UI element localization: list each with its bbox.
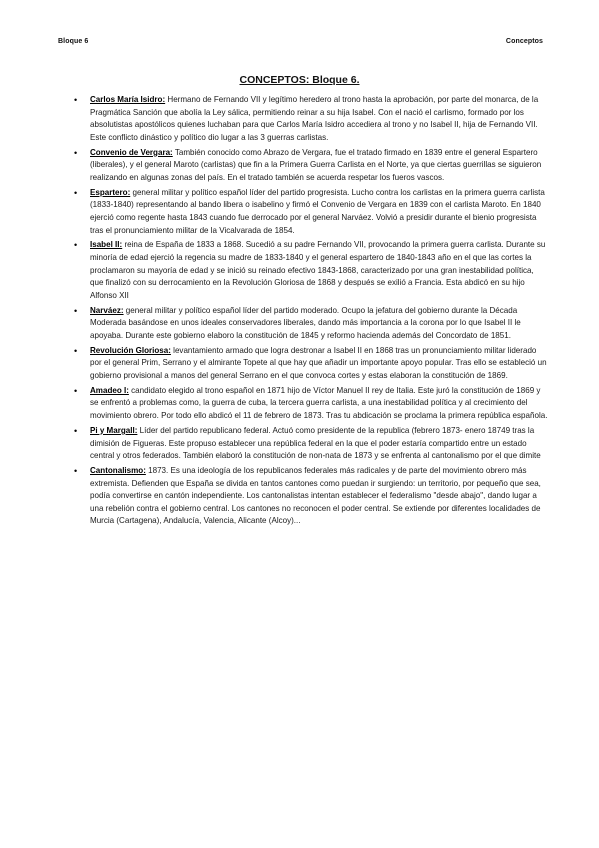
bullet-icon: • [74,425,78,436]
bullet-icon: • [74,187,78,198]
concept-term: Amadeo I: [90,385,129,395]
concept-text: general militar y político español líder del partido moderado. Ocupo la jefatura del gobierno durante la Década Moderada basándose en unos ideales conservadores liberales, dando más importancia a la corona por lo que Isabel II le apoyaba. Durante este gobierno elaboro la constitución de 1845 y reformo hacienda además del Concordato de 1851. [90,305,521,340]
header-left: Bloque 6 [58,38,89,45]
concept-term: Espartero: [90,187,131,197]
concept-item-revolucion-gloriosa [74,345,548,383]
concept-text: general militar y político español líder del partido progresista. Lucho contra los carlistas en la primera guerra carlista (1833-1840) representando al bando libera o isabelino y firmó el Convenio de Vergara en 1839 con el carlista Maroto. En 1840 ejerció como regente hasta 1843 cuando fue derrocado por el general Narváez. Volvió a presidir durante el bienio progresista tras el pronunciamiento militar de la Vicalvarada de 1854. [90,187,545,235]
concept-text: También conocido como Abrazo de Vergara, fue el tratado firmado en 1839 entre el general Espartero (liberales), y el general Maroto (carlistas) que fin a la Primera Guerra Carlista en el Norte, ya que ciertas guerrillas se siguieron realizando en algunas zonas del país. En el tratado también se acuerda respetar los fueros vascos. [90,147,542,182]
concept-term: Pi y Margall: [90,425,138,435]
bullet-icon: • [74,385,78,396]
bullet-icon: • [74,95,78,105]
concept-term: Revolución Gloriosa: [90,345,171,355]
concept-item-carlos-maria-isidro [74,94,548,144]
concept-text: candidato elegido al trono español en 1871 hijo de Víctor Manuel II rey de Italia. Este juró la constitución de 1869 y se enfrentó a problemas como, la guerra de cuba, la tercera guerra carlista, a una inestabilidad política y al crecimiento del movimiento obrero. Por todo ello abdicó el 11 de febrero de 1873. Tras tu abdicación se proclama la primera república española. [90,385,548,421]
concept-item-espartero [74,187,548,237]
concept-item-cantonalismo [74,465,548,528]
concept-list [74,94,548,530]
bullet-icon: • [74,305,78,316]
concept-term: Narváez: [90,305,124,315]
bullet-icon: • [74,240,78,251]
concept-text: levantamiento armado que logra destronar a Isabel II en 1868 tras un pronunciamiento militar liderado por el general Prim, Serrano y el almirante Topete al que hay que añadir un importante apoyo popular. Tras ello se estableció un gobierno provisional a manos del general Serrano en el que convoca cortes y estas elaboran la constitución de 1869. [90,345,547,380]
bullet-icon: • [74,466,78,476]
concept-item-convenio-de-vergara [74,147,548,185]
bullet-icon: • [74,345,78,356]
concept-term: Carlos María Isidro: [90,95,166,104]
header-right: Conceptos [505,38,543,45]
concept-term: Convenio de Vergara: [90,147,173,157]
concept-term: Isabel II: [90,240,123,250]
concept-item-narvaez [74,305,548,343]
concept-text: Hermano de Fernando VII y legítimo heredero al trono hasta la aprobación, por parte del monarca, de la Pragmática Sanción que abolía la Ley sálica, permitiendo reinar a su hija Isabel. Con el nació el carlismo, formado por los absolutistas apostólicos quienes luchaban para que Carlos María Isidro accediera al trono y no Isabel II, hija de Fernando VII. Este conflicto dinástico y político dio lugar a las 3 guerras carlistas. [90,95,539,142]
concept-item-amadeo-i [74,385,548,423]
bullet-icon: • [74,147,78,158]
concept-term: Cantonalismo: [90,466,146,475]
page-header [58,38,543,45]
concept-text: Líder del partido republicano federal. Actuó como presidente de la republica (febrero 1873- enero 18749 tras la dimisión de Figueras. Este propuso establecer una república federal en la que el poder estaría compartido entre un estado central y otros federados. También elaboró la constitución de non-nata de 1873 y se enfrenta al cantonalismo por el que dimite [90,425,541,461]
concept-item-pi-y-margall [74,425,548,463]
concept-item-isabel-ii [74,239,548,302]
document-title: CONCEPTOS: Bloque 6. [239,74,360,86]
concept-text: 1873. Es una ideología de los republicanos federales más radicales y de parte del movimiento obrero más extremista. Defienden que España se divida en tantos cantones como puedan ir surgiendo: un territorio, por pequeño que sea, podía convertirse en cantón independiente. Los cantonalistas intentan establecer el federalismo "desde abajo", dando lugar a una rebelión contra el gobierno central. Los cantones no reconocen el poder central. Se extiende por diferentes localidades de Murcia (Cartagena), Andalucía, Valencia, Alicante (Alcoy)... [90,466,541,526]
concept-text: reina de España de 1833 a 1868. Sucedió a su padre Fernando VII, provocando la primera guerra carlista. Durante su minoría de edad ejerció la regencia su madre de 1833-1840 y el general espartero de 1840-1843 año en el que las cortes la proclamaron su mayoría de edad y se inició su reinado efectivo 1843-1868, caracterizado por una gran inestabilidad política, que finalizó con su derrocamiento en la Revolución Gloriosa de 1868 y después se exilió a Francia. Esta abdicó en su hijo Alfonso XII [90,240,546,300]
